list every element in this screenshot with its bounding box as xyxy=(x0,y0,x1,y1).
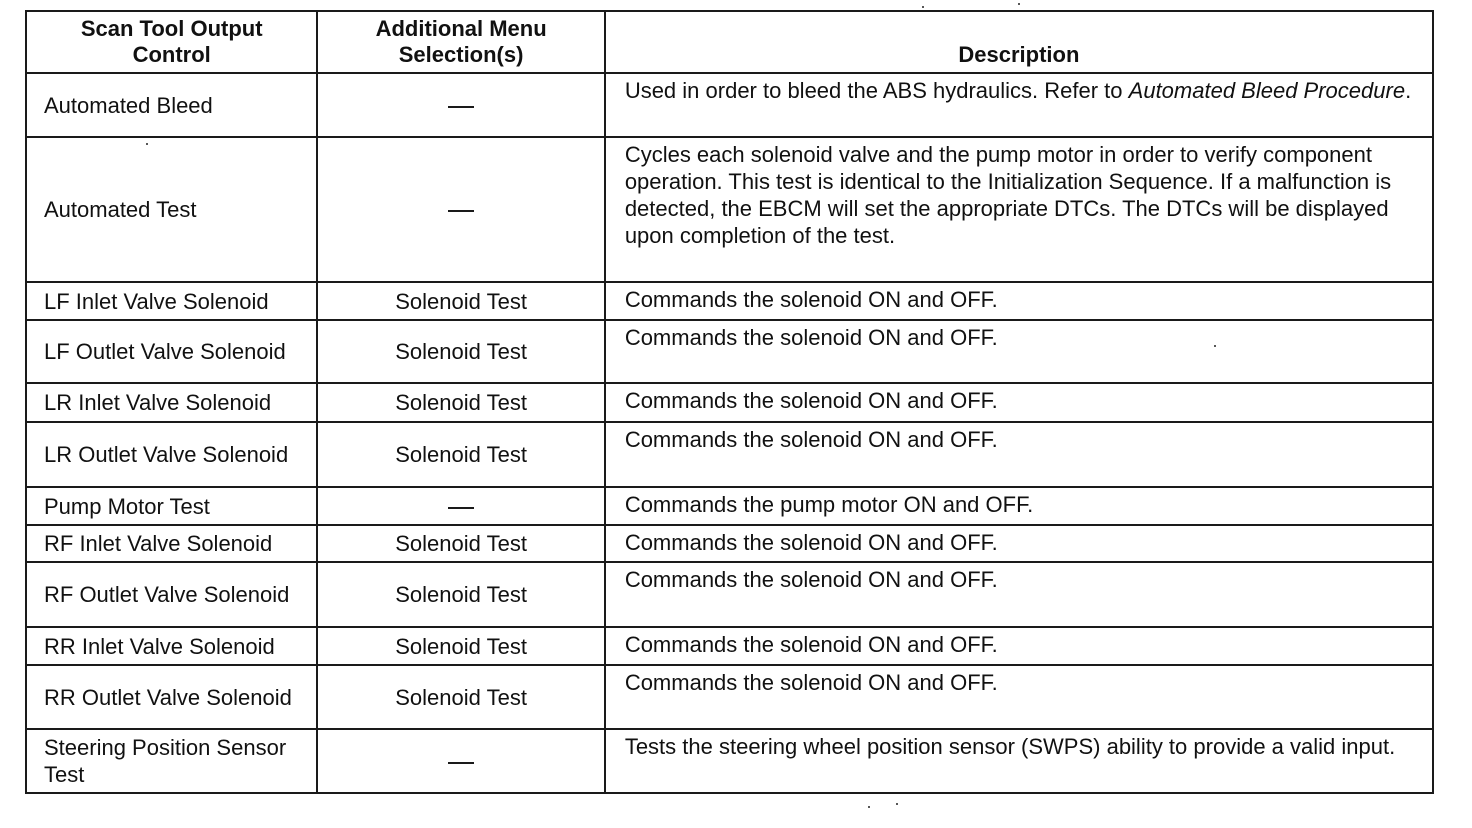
scan-speck xyxy=(1214,345,1216,347)
menu-value xyxy=(474,748,475,749)
procedure-reference: Automated Bleed Procedure xyxy=(1128,78,1406,103)
table-row xyxy=(26,320,1433,383)
header-additional-menu-selections xyxy=(317,11,604,73)
menu-value xyxy=(474,92,475,93)
header-line: Control xyxy=(132,42,211,67)
header-line: Description xyxy=(958,42,1080,67)
description-cell: Commands the solenoid ON and OFF. xyxy=(605,525,1433,562)
header-scan-tool-output-control xyxy=(26,11,317,73)
description-text: Used in order to bleed the ABS hydraulics. Refer to xyxy=(624,78,1129,103)
control-cell: RR Inlet Valve Solenoid xyxy=(26,627,317,665)
control-cell: RF Inlet Valve Solenoid xyxy=(26,525,317,562)
description-cell: Tests the steering wheel position sensor (SWPS) ability to provide a valid input. xyxy=(605,729,1433,793)
scan-speck xyxy=(146,143,148,145)
scan-speck xyxy=(922,6,924,8)
menu-value xyxy=(474,493,475,494)
header-line: Scan Tool Output xyxy=(80,16,263,41)
description-cell: Commands the solenoid ON and OFF. xyxy=(605,562,1433,627)
header-description xyxy=(605,11,1433,73)
description-cell: Commands the solenoid ON and OFF. xyxy=(605,282,1433,320)
menu-cell: Solenoid Test xyxy=(317,665,604,729)
menu-cell: Solenoid Test xyxy=(317,282,604,320)
header-line: Additional Menu xyxy=(375,16,547,41)
table-row xyxy=(26,282,1433,320)
table-row xyxy=(26,627,1433,665)
dash-mark xyxy=(448,106,474,108)
control-cell: Steering Position Sensor Test xyxy=(26,729,317,793)
menu-cell: Solenoid Test xyxy=(317,383,604,422)
description-cell: Commands the solenoid ON and OFF. xyxy=(605,383,1433,422)
scan-speck xyxy=(868,806,870,808)
description-cell xyxy=(605,73,1433,137)
menu-cell xyxy=(317,487,604,525)
dash-mark xyxy=(448,507,474,509)
table-row xyxy=(26,525,1433,562)
menu-cell: Solenoid Test xyxy=(317,627,604,665)
menu-cell: Solenoid Test xyxy=(317,525,604,562)
description-cell: Cycles each solenoid valve and the pump motor in order to verify component operation. This test is identical to the Initialization Sequence. If a malfunction is detected, the EBCM will set the appropriate DTCs. The DTCs will be displayed upon completion of the test. xyxy=(605,137,1433,282)
scan-tool-output-control-table xyxy=(25,10,1434,794)
control-cell: Automated Bleed xyxy=(26,73,317,137)
scan-speck xyxy=(896,803,898,805)
table-row xyxy=(26,665,1433,729)
description-cell: Commands the solenoid ON and OFF. xyxy=(605,627,1433,665)
menu-cell: Solenoid Test xyxy=(317,422,604,487)
menu-cell xyxy=(317,729,604,793)
table-row xyxy=(26,487,1433,525)
table-row xyxy=(26,422,1433,487)
menu-cell: Solenoid Test xyxy=(317,562,604,627)
table-row xyxy=(26,137,1433,282)
table-header-row xyxy=(26,11,1433,73)
menu-value xyxy=(474,196,475,197)
menu-cell xyxy=(317,137,604,282)
table-row xyxy=(26,73,1433,137)
control-cell: LR Inlet Valve Solenoid xyxy=(26,383,317,422)
table-row xyxy=(26,562,1433,627)
control-cell: RR Outlet Valve Solenoid xyxy=(26,665,317,729)
menu-cell: Solenoid Test xyxy=(317,320,604,383)
dash-mark xyxy=(448,762,474,764)
description-cell: Commands the solenoid ON and OFF. xyxy=(605,422,1433,487)
control-cell: LF Inlet Valve Solenoid xyxy=(26,282,317,320)
scan-speck xyxy=(1018,3,1020,5)
description-text: . xyxy=(1405,78,1412,103)
table-row xyxy=(26,383,1433,422)
description-cell: Commands the solenoid ON and OFF. xyxy=(605,320,1433,383)
control-cell: Automated Test xyxy=(26,137,317,282)
control-cell: Pump Motor Test xyxy=(26,487,317,525)
header-line: Selection(s) xyxy=(398,42,524,67)
control-cell: RF Outlet Valve Solenoid xyxy=(26,562,317,627)
description-cell: Commands the pump motor ON and OFF. xyxy=(605,487,1433,525)
control-cell: LF Outlet Valve Solenoid xyxy=(26,320,317,383)
menu-cell xyxy=(317,73,604,137)
table-row xyxy=(26,729,1433,793)
description-cell: Commands the solenoid ON and OFF. xyxy=(605,665,1433,729)
control-cell: LR Outlet Valve Solenoid xyxy=(26,422,317,487)
dash-mark xyxy=(448,210,474,212)
